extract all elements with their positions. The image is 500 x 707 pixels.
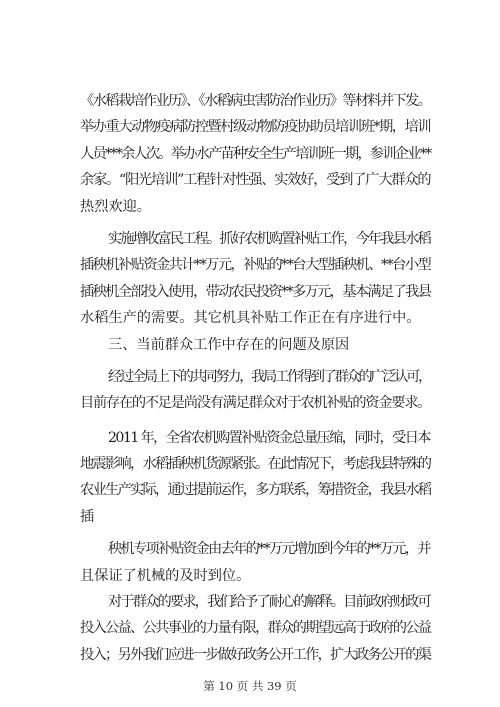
page-number-footer: 第 10 页 共 39 页: [203, 679, 297, 693]
section-heading: [80, 332, 430, 358]
text-line: 且保证了机械的及时到位。: [80, 567, 251, 584]
text-line: 插秧机补贴资金共计**万元，补贴的**台大型插秧机、**台小型: [80, 257, 431, 274]
text-line: 投入；另外我们应进一步做好政务公开工作，扩大政务公开的渠: [80, 646, 431, 663]
text-line: 插秧机全部投入使用，带动农民投资**多万元，基本满足了我县: [80, 283, 431, 300]
text-line: 对于群众的要求，我们给予了耐心的解释。目前政府财政可: [108, 594, 430, 611]
text-line: 举办重大动物疫病防控暨村级动物防疫协助员培训班*期，培训: [80, 119, 431, 136]
document-body: [80, 88, 430, 668]
paragraph: [80, 536, 430, 589]
text-line: 人员***余人次。举办水产苗种安全生产培训班一期，参训企业**: [80, 145, 431, 162]
text-line: 热烈欢迎。: [80, 198, 151, 215]
text-line: 投入公益、公共事业的力量有限，群众的期望远高于政府的公益: [80, 620, 431, 637]
text-line: 秧机专项补贴资金由去年的**万元增加到今年的**万元，并: [108, 541, 430, 558]
heading-line: 三、当前群众工作中存在的问题及原因: [108, 336, 350, 353]
paragraph: [80, 425, 430, 531]
paragraph: [80, 364, 430, 417]
text-line: 农业生产实际，通过提前运作，多方联系，筹措资金，我县水稻: [80, 482, 431, 499]
text-line: 《水稻栽培作业历》、《水稻病虫害防治作业历》等材料并下发。: [80, 93, 431, 109]
paragraph: [80, 88, 430, 220]
text-line: 实施增收富民工程。抓好农机购置补贴工作，今年我县水稻: [108, 230, 430, 247]
text-line: 插: [80, 508, 95, 525]
paragraph: [80, 589, 430, 668]
text-line: 经过全局上下的共同努力，我局工作得到了群众的广泛认可，: [108, 368, 431, 385]
paragraph: [80, 226, 430, 332]
text-line: 水稻生产的需要。其它机具补贴工作正在有序进行中。: [80, 310, 421, 327]
text-line: 余家。“阳光培训”工程针对性强、实效好，受到了广大群众的: [80, 172, 431, 189]
text-line: 2011 年，全省农机购置补贴资金总量压缩，同时，受日本: [108, 429, 430, 446]
text-line: 目前存在的不足是尚没有满足群众对于农机补贴的资金要求。: [80, 395, 431, 412]
text-line: 地震影响，水稻插秧机货源紧张。在此情况下，考虑我县特殊的: [80, 456, 431, 473]
